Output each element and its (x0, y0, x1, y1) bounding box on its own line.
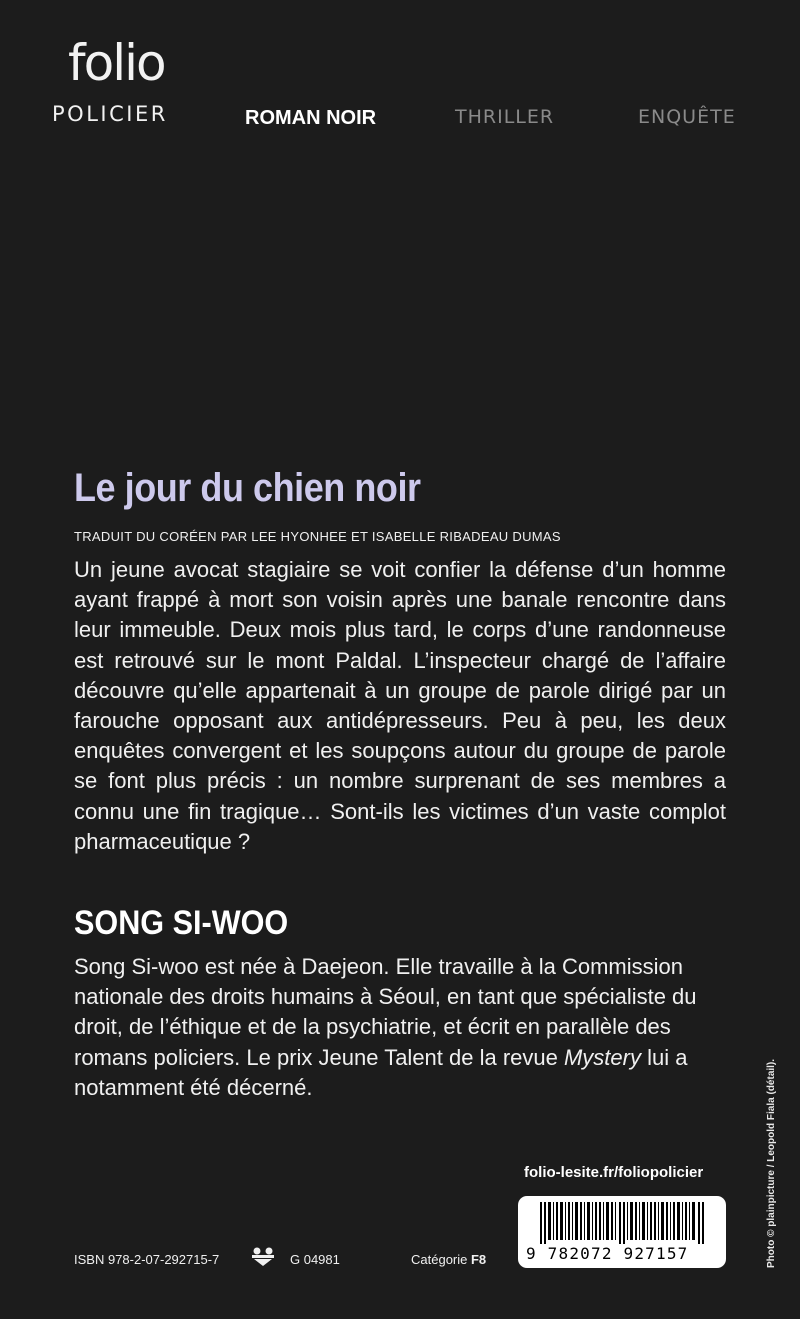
isbn: ISBN 978-2-07-292715-7 (74, 1252, 220, 1267)
distribution-code: G 04981 (290, 1252, 340, 1267)
genre-thriller: THRILLER (455, 106, 555, 128)
author-bio (74, 952, 734, 1103)
magazine-name: Mystery (563, 1044, 641, 1070)
policier-label: POLICIER (52, 102, 168, 126)
barcode-bars (540, 1202, 708, 1244)
folio-logo: folio (68, 34, 165, 92)
genre-enquete: ENQUÊTE (638, 106, 736, 128)
barcode (518, 1196, 726, 1268)
category-label: Catégorie (411, 1252, 471, 1267)
website-link[interactable]: folio-lesite.fr/foliopolicier (524, 1164, 704, 1181)
book-title: Le jour du chien noir (74, 466, 421, 510)
photo-credit: Photo © plainpicture / Leopold Fiala (détail). (766, 1058, 777, 1268)
author-name: SONG SI-WOO (74, 904, 289, 942)
publisher-symbol-icon (250, 1246, 276, 1269)
category-value: F8 (470, 1252, 487, 1267)
category (411, 1252, 486, 1267)
barcode-number: 9 782072 927157 (526, 1244, 689, 1263)
genre-roman-noir: ROMAN NOIR (245, 107, 377, 129)
translator-credit: TRADUIT DU CORÉEN PAR LEE HYONHEE ET ISABELLE RIBADEAU DUMAS (74, 529, 561, 544)
author-bio-part2: lui a notamment été décerné. (74, 1044, 688, 1100)
book-summary: Un jeune avocat stagiaire se voit confier la défense d’un homme ayant frappé à mort son voisin après une banale rencontre dans leur immeuble. Deux mois plus tard, le corps d’une randonneuse est retrouvé sur le mont Paldal. L’inspecteur chargé de l’affaire découvre qu’elle appartenait à un groupe de parole dirigé par un farouche opposant aux antidépresseurs. Peu à peu, les deux enquêtes convergent et les soupçons autour du groupe de parole se font plus précis : un nombre surprenant de ses membres a connu une fin tragique… Sont-ils les victimes d’un vaste complot pharmaceutique ? (74, 557, 726, 854)
author-bio-part1: Song Si-woo est née à Daejeon. Elle travaille à la Commission nationale des droits humains à Séoul, en tant que spécialiste du droit, de l’éthique et de la psychiatrie, et écrit en parallèle des romans policiers. Le prix Jeune Talent de la revue (74, 954, 697, 1070)
